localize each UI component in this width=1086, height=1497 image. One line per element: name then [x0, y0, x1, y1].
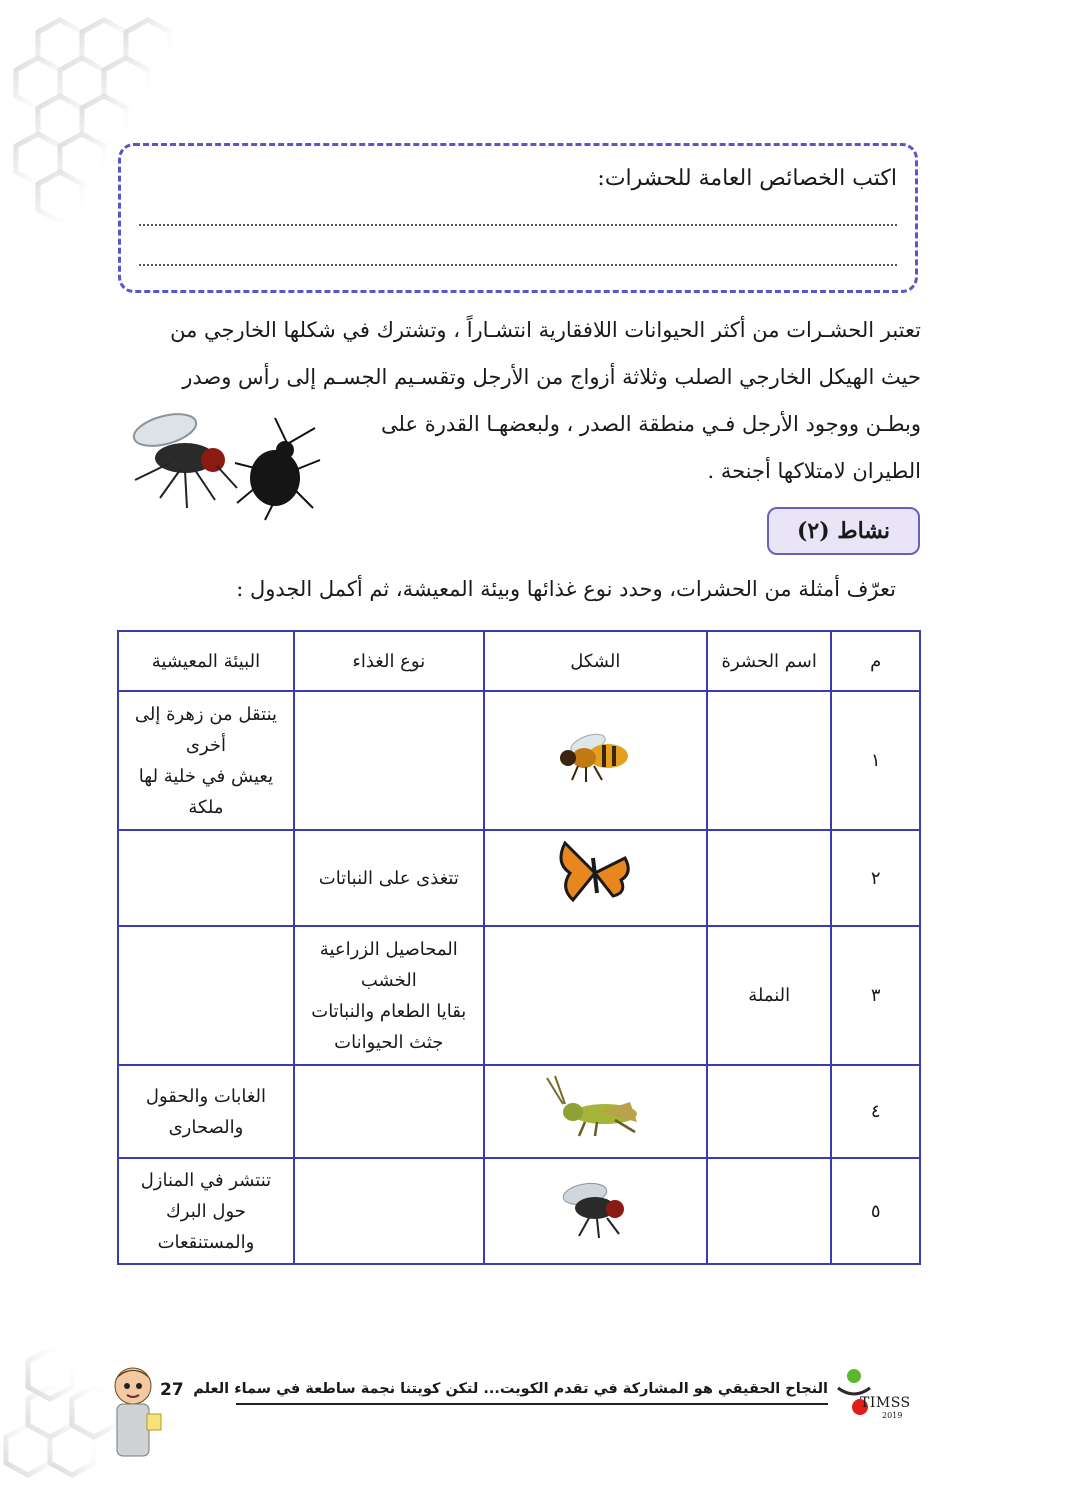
food-cell[interactable] — [294, 1065, 484, 1158]
row-number: ٤ — [831, 1065, 920, 1158]
paragraph-line-3: وبطـن ووجود الأرجل فـي منطقة الصدر ، ولبعضهـا القدرة على — [381, 412, 921, 436]
name-cell[interactable] — [707, 1065, 832, 1158]
paragraph-line-2: حيث الهيكل الخارجي الصلب وثلاثة أزواج من الأرجل وتقسـيم الجسـم إلى رأس وصدر — [182, 365, 921, 389]
environment-cell — [118, 1065, 294, 1158]
environment-text: حول البرك — [165, 1200, 246, 1222]
row-number: ٣ — [831, 926, 920, 1065]
question-title: اكتب الخصائص العامة للحشرات: — [597, 166, 897, 191]
environment-text: الغابات والحقول — [145, 1085, 266, 1107]
shape-cell — [484, 830, 707, 926]
shape-cell — [484, 1158, 707, 1264]
activity-label: نشاط (٢) — [767, 507, 920, 555]
beetle-icon — [235, 418, 320, 520]
food-text: المحاصيل الزراعية — [319, 938, 458, 960]
fly-icon — [555, 1174, 635, 1239]
answer-line-2[interactable] — [139, 264, 897, 266]
timss-logo-year: 2019 — [882, 1411, 903, 1420]
footer-divider — [236, 1403, 828, 1405]
environment-cell[interactable] — [118, 926, 294, 1065]
page-number: 27 — [160, 1380, 184, 1400]
name-cell[interactable] — [707, 691, 832, 830]
name-cell[interactable] — [707, 1158, 832, 1264]
environment-text: أخرى — [185, 734, 227, 756]
table-row — [118, 830, 920, 926]
food-text: جثث الحيوانات — [334, 1031, 444, 1053]
row-number: ٢ — [831, 830, 920, 926]
table-row — [118, 691, 920, 830]
header-name: اسم الحشرة — [707, 631, 832, 691]
answer-line-1[interactable] — [139, 224, 897, 226]
header-env: البيئة المعيشية — [118, 631, 294, 691]
name-cell: النملة — [707, 926, 832, 1065]
table-row — [118, 1065, 920, 1158]
bee-icon — [550, 726, 640, 786]
name-cell[interactable] — [707, 830, 832, 926]
paragraph-line-1: تعتبر الحشـرات من أكثر الحيوانات اللافقارية انتشـاراً ، وتشترك في شكلها الخارجي من — [170, 318, 921, 342]
environment-text: ينتقل من زهرة إلى — [134, 703, 278, 725]
timss-logo-text: TIMSS — [860, 1395, 911, 1411]
header-food: نوع الغذاء — [294, 631, 484, 691]
environment-text: تنتشر في المنازل — [140, 1169, 272, 1191]
fly-beetle-illustration — [125, 408, 330, 523]
header-num: م — [831, 631, 920, 691]
environment-text: والصحارى — [168, 1116, 244, 1138]
shape-cell — [484, 691, 707, 830]
header-shape: الشكل — [484, 631, 707, 691]
shape-cell[interactable] — [484, 926, 707, 1065]
food-text: الخشب — [360, 969, 417, 991]
grasshopper-icon — [545, 1074, 645, 1139]
environment-text: والمستنقعات — [157, 1231, 255, 1253]
student-mascot-icon — [105, 1362, 165, 1462]
insects-table — [117, 630, 921, 1265]
environment-cell — [118, 1158, 294, 1264]
paragraph-line-4: الطيران لامتلاكها أجنحة . — [707, 459, 921, 483]
environment-cell[interactable] — [118, 830, 294, 926]
row-number: ١ — [831, 691, 920, 830]
food-cell[interactable] — [294, 1158, 484, 1264]
environment-text: ملكة — [188, 796, 224, 818]
question-box — [118, 143, 918, 293]
table-header-row — [118, 631, 920, 691]
food-text: تتغذى على النباتات — [318, 867, 459, 889]
environment-cell — [118, 691, 294, 830]
food-text: بقايا الطعام والنباتات — [311, 1000, 467, 1022]
food-cell — [294, 926, 484, 1065]
environment-text: يعيش في خلية لها — [138, 765, 274, 787]
table-row — [118, 1158, 920, 1264]
fly-icon — [130, 408, 237, 508]
table-row — [118, 926, 920, 1065]
row-number: ٥ — [831, 1158, 920, 1264]
food-cell — [294, 830, 484, 926]
food-cell[interactable] — [294, 691, 484, 830]
shape-cell — [484, 1065, 707, 1158]
activity-instruction: تعرّف أمثلة من الحشرات، وحدد نوع غذائها وبيئة المعيشة، ثم أكمل الجدول : — [236, 577, 896, 601]
footer-slogan: النجاح الحقيقي هو المشاركة في تقدم الكويت... لتكن كويتنا نجمة ساطعة في سماء العلم — [193, 1381, 828, 1397]
butterfly-icon — [555, 838, 635, 908]
